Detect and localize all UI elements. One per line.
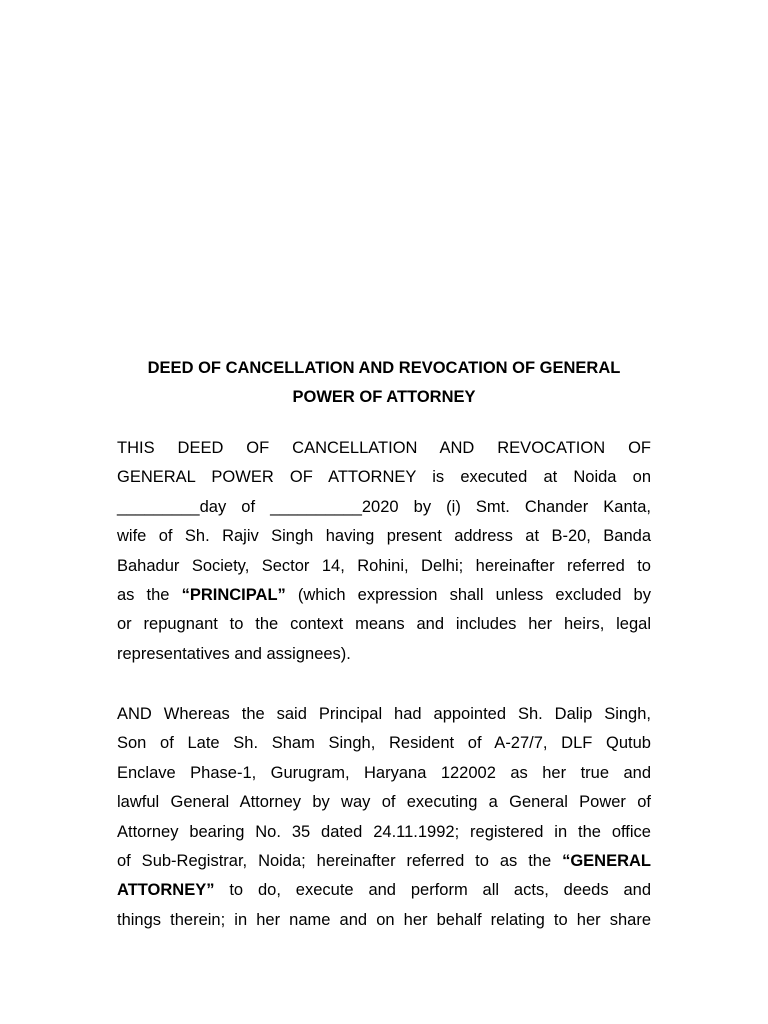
paragraph-general-attorney	[117, 700, 651, 935]
principal-term: “PRINCIPAL”	[181, 585, 286, 604]
line-text: of Sub-Registrar, Noida; hereinafter referred to as the	[117, 851, 563, 870]
paragraph-line: or repugnant to the context means and includes her heirs, legal	[117, 615, 651, 634]
paragraph-line: GENERAL POWER OF ATTORNEY is executed at Noida on	[117, 468, 651, 487]
paragraph-line: lawful General Attorney by way of executing a General Power of	[117, 793, 651, 812]
document-title-line-1: DEED OF CANCELLATION AND REVOCATION OF GENERAL	[147, 359, 621, 377]
paragraph-line: wife of Sh. Rajiv Singh having present address at B-20, Banda	[117, 527, 651, 546]
paragraph-line	[117, 581, 651, 610]
line-text: as the	[117, 585, 182, 604]
paragraph-line: Son of Late Sh. Sham Singh, Resident of A-27/7, DLF Qutub	[117, 734, 651, 753]
paragraph-line: _________day of __________2020 by (i) Smt. Chander Kanta,	[117, 497, 651, 516]
paragraph-line	[117, 876, 651, 905]
paragraph-line: AND Whereas the said Principal had appointed Sh. Dalip Singh,	[117, 705, 651, 723]
general-term: “GENERAL	[562, 851, 651, 870]
document-title-line-2: POWER OF ATTORNEY	[292, 388, 476, 406]
paragraph-line: Bahadur Society, Sector 14, Rohini, Delhi; hereinafter referred to	[117, 556, 651, 575]
paragraph-line	[117, 847, 651, 876]
line-text: (which expression shall unless excluded by	[285, 585, 651, 604]
paragraph-line: THIS DEED OF CANCELLATION AND REVOCATION OF	[117, 439, 651, 457]
paragraph-line: things therein; in her name and on her behalf relating to her share	[117, 910, 651, 929]
paragraph-line: representatives and assignees).	[117, 644, 351, 663]
paragraph-line: Enclave Phase-1, Gurugram, Haryana 122002 as her true and	[117, 763, 651, 782]
paragraph-line: Attorney bearing No. 35 dated 24.11.1992; registered in the office	[117, 822, 651, 841]
line-text: to do, execute and perform all acts, deeds and	[214, 881, 651, 900]
paragraph-principal	[117, 434, 651, 669]
attorney-term: ATTORNEY”	[117, 881, 215, 900]
